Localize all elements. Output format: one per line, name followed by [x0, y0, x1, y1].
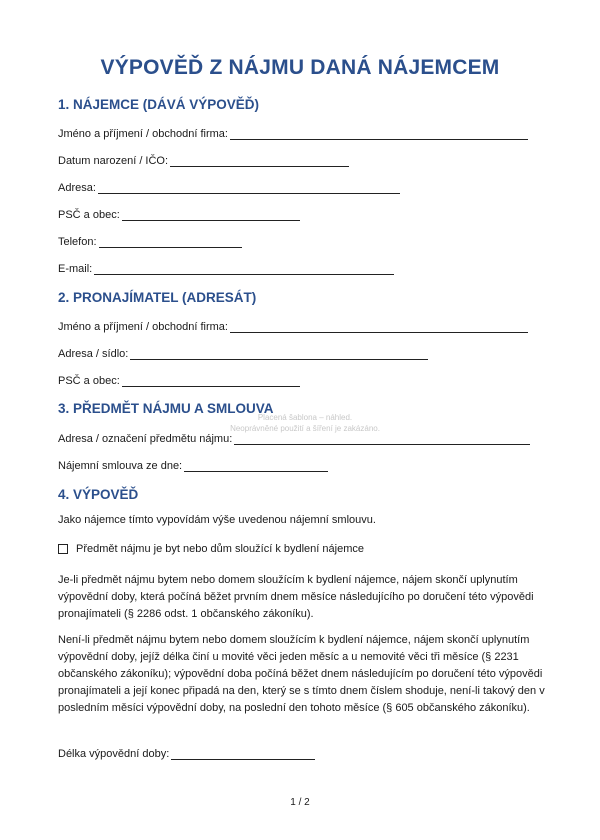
field-label: PSČ a obec:: [58, 375, 120, 387]
field-label: Nájemní smlouva ze dne:: [58, 460, 183, 472]
checkbox-label: Předmět nájmu je byt nebo dům sloužící k bydlení nájemce: [76, 543, 364, 555]
field-label: Adresa / sídlo:: [58, 348, 129, 360]
fill-line[interactable]: [94, 262, 394, 275]
tenant-name-field[interactable]: [58, 127, 528, 142]
residence-checkbox-row[interactable]: [58, 543, 364, 555]
fill-line[interactable]: [122, 374, 300, 387]
landlord-zip-city-field[interactable]: [58, 374, 300, 389]
watermark-line: Neoprávněné použití a šíření je zakázáno.: [230, 424, 380, 433]
fill-line[interactable]: [130, 347, 428, 360]
fill-line[interactable]: [99, 235, 242, 248]
document-title: VÝPOVĚĎ Z NÁJMU DANÁ NÁJEMCEM: [100, 56, 500, 79]
field-label: E-mail:: [58, 263, 93, 275]
landlord-name-field[interactable]: [58, 320, 528, 335]
fill-line[interactable]: [230, 127, 528, 140]
field-label: Jméno a příjmení / obchodní firma:: [58, 128, 228, 140]
section-heading-tenant: 1. NÁJEMCE (DÁVÁ VÝPOVĚĎ): [58, 97, 260, 112]
checkbox-icon[interactable]: [58, 544, 68, 554]
tenant-email-field[interactable]: [58, 262, 394, 277]
tenant-zip-city-field[interactable]: [58, 208, 300, 223]
notice-paragraph-residential: Je-li předmět nájmu bytem nebo domem sloužícím k bydlení nájemce, nájem skončí uplynutím výpovědní doby, která počíná běžet prvním dnem měsíce následujícího po doručení této výpovědi pronajímateli (§ 2286 odst. 1 občanského zákoníku).: [58, 574, 534, 620]
fill-line[interactable]: [170, 154, 349, 167]
fill-line[interactable]: [122, 208, 300, 221]
contract-date-field[interactable]: [58, 459, 328, 474]
tenant-birthdate-field[interactable]: [58, 154, 349, 169]
subject-address-field[interactable]: [58, 432, 530, 447]
field-label: Jméno a příjmení / obchodní firma:: [58, 321, 228, 333]
watermark: [205, 412, 405, 434]
notice-intro: Jako nájemce tímto vypovídám výše uvedenou nájemní smlouvu.: [58, 514, 376, 526]
field-label: Telefon:: [58, 236, 97, 248]
tenant-phone-field[interactable]: [58, 235, 242, 250]
fill-line[interactable]: [230, 320, 528, 333]
field-label: Datum narození / IČO:: [58, 155, 169, 167]
section-heading-notice: 4. VÝPOVĚĎ: [58, 487, 139, 502]
landlord-address-field[interactable]: [58, 347, 428, 362]
fill-line[interactable]: [184, 459, 328, 472]
notice-period-field[interactable]: [58, 747, 315, 762]
notice-paragraph-nonresidential: Není-li předmět nájmu bytem nebo domem sloužícím k bydlení nájemce, nájem skončí uplynutím výpovědní doby, jejíž délka činí u movité věci jeden měsíc a u nemovité věci tři měsíce (§ 2231 občanského zákoníku); výpovědní doba počíná běžet dnem následujícím po doručení této výpovědi pronajímateli a její konec připadá na den, který se s tímto dnem číslem shoduje, není-li takový den v posledním měsíci výpovědní doby, na poslední den tohoto měsíce (§ 605 občanského zákoníku).: [58, 634, 545, 714]
field-label: Adresa:: [58, 182, 96, 194]
fill-line[interactable]: [171, 747, 315, 760]
tenant-address-field[interactable]: [58, 181, 400, 196]
field-label: PSČ a obec:: [58, 209, 120, 221]
field-label: Délka výpovědní doby:: [58, 748, 170, 760]
page-number: 1 / 2: [290, 797, 310, 808]
field-label: Adresa / označení předmětu nájmu:: [58, 433, 233, 445]
section-heading-subject: 3. PŘEDMĚT NÁJMU A SMLOUVA: [58, 401, 274, 416]
section-heading-landlord: 2. PRONAJÍMATEL (ADRESÁT): [58, 290, 257, 305]
fill-line[interactable]: [98, 181, 400, 194]
watermark-line: Placená šablona – náhled.: [257, 413, 353, 422]
